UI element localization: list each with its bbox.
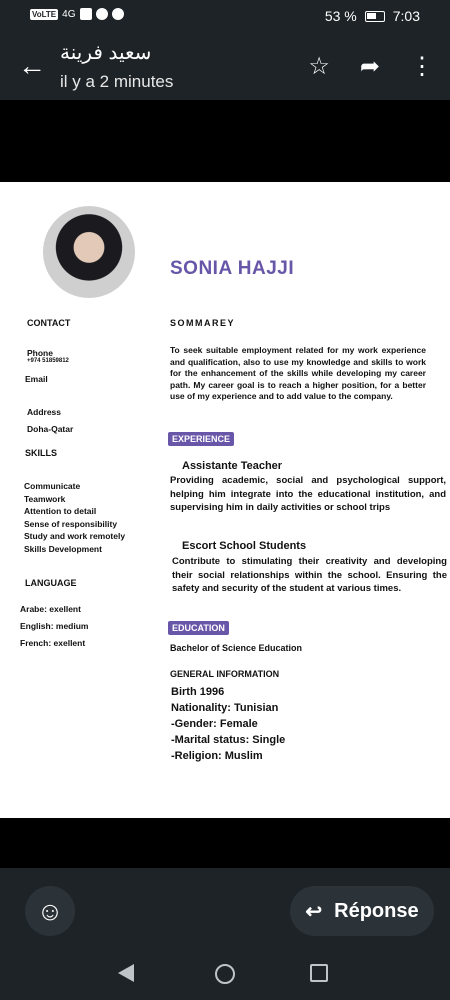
timestamp: il y a 2 minutes: [60, 72, 174, 91]
emoji-reaction-button[interactable]: [25, 886, 75, 936]
contact-title: CONTACT: [27, 318, 71, 328]
list-item: -Gender: Female: [171, 718, 258, 730]
list-item: English: medium: [20, 621, 89, 631]
star-icon[interactable]: ☆: [308, 53, 330, 80]
back-arrow-icon[interactable]: ←: [18, 50, 46, 81]
job2-title: Escort School Students: [182, 540, 307, 552]
more-vert-icon[interactable]: ⋮: [410, 53, 434, 80]
language-title: LANGUAGE: [25, 578, 77, 588]
summary-title: SOMMAREY: [170, 318, 236, 328]
reply-arrow-icon: ↩: [305, 900, 323, 923]
cv-name: SONIA HAJJI: [170, 258, 295, 279]
system-nav-bar: [0, 948, 450, 1000]
reply-button[interactable]: [290, 886, 434, 936]
list-item: Teamwork: [24, 493, 66, 504]
list-item: Birth 1996: [171, 686, 225, 698]
contact-name: سعيد فرينة: [60, 42, 152, 64]
facebook-icon: [80, 8, 92, 20]
skills-title: SKILLS: [25, 448, 58, 458]
list-item: Nationality: Tunisian: [171, 702, 279, 714]
education-title: EDUCATION: [168, 621, 229, 635]
job1-title: Assistante Teacher: [182, 460, 283, 472]
app-bar: [0, 34, 450, 100]
nav-back-icon[interactable]: [118, 964, 134, 982]
email-label: Email: [25, 374, 48, 384]
status-right: [325, 8, 420, 24]
forward-icon[interactable]: ➦: [359, 53, 380, 80]
experience-title: EXPERIENCE: [168, 432, 234, 446]
volte-badge: VoLTE: [32, 9, 57, 19]
reply-bar: [0, 868, 450, 948]
cv-image[interactable]: [0, 182, 450, 818]
reply-label: Réponse: [334, 899, 419, 922]
skills-list: [24, 480, 125, 555]
status-bar: [0, 0, 450, 34]
address-label: Address: [27, 407, 62, 417]
network-type: 4G: [62, 8, 76, 20]
list-item: Sense of responsibility: [24, 518, 118, 529]
list-item: Attention to detail: [24, 506, 97, 516]
list-item: Study and work remotely: [24, 531, 126, 541]
app-bar-actions: [308, 54, 434, 80]
phone-value: +974 51859812: [27, 358, 69, 364]
status-left: [30, 8, 124, 20]
whatsapp-icon: [96, 8, 108, 20]
address-value: Doha-Qatar: [27, 424, 74, 434]
nav-recents-icon[interactable]: [310, 964, 328, 982]
list-item: -Religion: Muslim: [171, 750, 263, 762]
clock: 7:03: [392, 8, 420, 24]
education-value: Bachelor of Science Education: [170, 643, 303, 653]
phone-label: Phone: [27, 348, 53, 358]
battery-icon: [365, 11, 385, 22]
list-item: Skills Development: [24, 543, 102, 554]
battery-percent: 53 %: [324, 8, 357, 24]
general-list: [171, 684, 285, 764]
job1-desc: Providing academic, social and psychological support, helping him integrate into the educational institution, and supervising him in daily activities or school trips: [170, 475, 446, 513]
summary-text: To seek suitable employment related for my work experience and qualification, also to use my knowledge and skills to work for the enhancement of the skills while developing my career path. My career goal is to reach a higher position, for a better use of my experience and to add value to the company.: [170, 345, 426, 401]
list-item: Communicate: [24, 481, 81, 491]
job2-desc: Contribute to stimulating their creativity and developing their social relationships within the school. Ensuring the safety and security of the student at various times.: [172, 556, 447, 594]
list-item: -Marital status: Single: [171, 734, 286, 746]
general-title: GENERAL INFORMATION: [170, 669, 280, 679]
list-item: Arabe: exellent: [20, 604, 81, 614]
emoji-add-icon: ☺: [36, 895, 64, 926]
profile-photo: [43, 206, 135, 298]
nav-home-icon[interactable]: [215, 964, 235, 984]
list-item: French: exellent: [20, 638, 86, 648]
app-notification-icon: [112, 8, 124, 20]
